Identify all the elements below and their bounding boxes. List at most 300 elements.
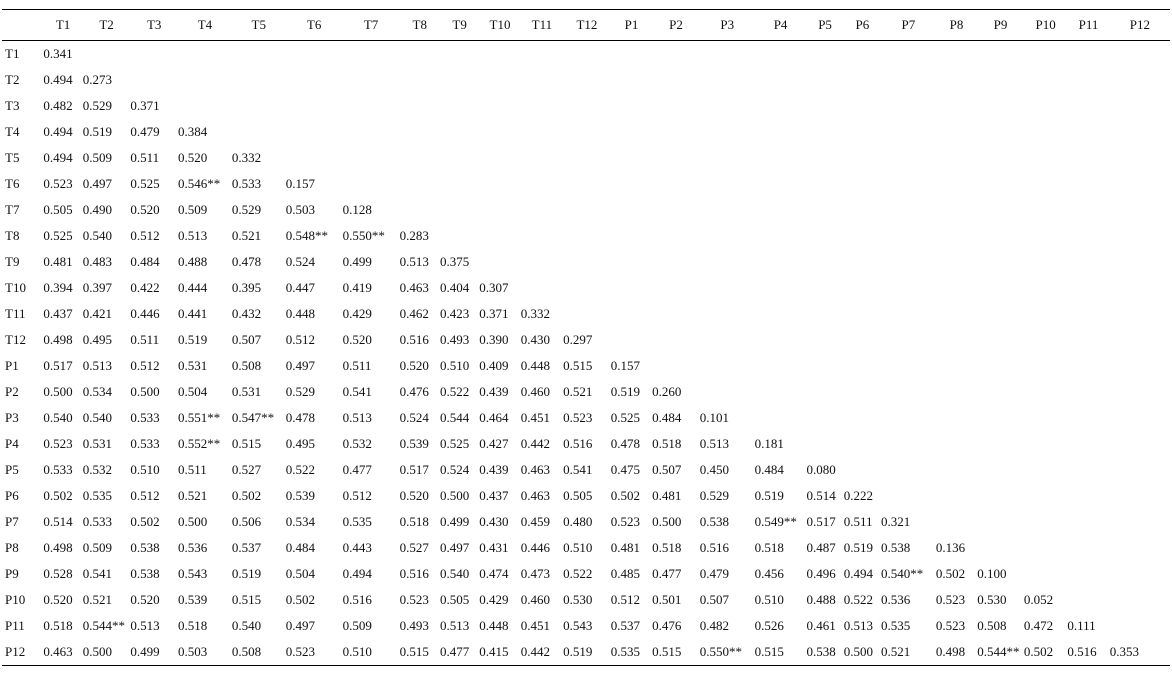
- row-label: P9: [5, 566, 19, 581]
- matrix-cell: 0.472: [1023, 618, 1054, 633]
- matrix-cell: 0.552**: [178, 436, 221, 451]
- matrix-cell: 0.409: [479, 358, 509, 373]
- matrix-cell: 0.533: [231, 176, 262, 191]
- matrix-cell: [1110, 483, 1170, 509]
- matrix-cell: 0.520: [178, 150, 208, 165]
- matrix-cell: [400, 93, 440, 119]
- matrix-cell: [936, 483, 977, 509]
- matrix-cell: [1067, 509, 1109, 535]
- matrix-cell: 0.519: [82, 124, 112, 139]
- matrix-cell: [700, 327, 755, 353]
- matrix-cell: 0.498: [935, 644, 966, 659]
- matrix-cell: 0.531: [82, 436, 112, 451]
- matrix-cell: [611, 197, 652, 223]
- matrix-cell: 0.283: [399, 228, 429, 243]
- matrix-cell: 0.515: [652, 644, 682, 659]
- matrix-cell: 0.101: [699, 410, 730, 425]
- matrix-cell: [479, 93, 520, 119]
- matrix-cell: 0.500: [652, 514, 682, 529]
- matrix-cell: [977, 483, 1024, 509]
- matrix-cell: 0.504: [285, 566, 315, 581]
- matrix-cell: 0.539: [399, 436, 429, 451]
- matrix-cell: 0.488: [178, 254, 208, 269]
- matrix-cell: 0.509: [342, 618, 372, 633]
- matrix-cell: 0.493: [399, 618, 429, 633]
- matrix-cell: 0.450: [699, 462, 730, 477]
- matrix-cell: 0.522: [285, 462, 315, 477]
- matrix-cell: 0.540: [43, 410, 73, 425]
- matrix-cell: 0.442: [520, 644, 550, 659]
- matrix-cell: [563, 223, 611, 249]
- matrix-cell: [652, 275, 700, 301]
- matrix-cell: 0.510: [342, 644, 372, 659]
- matrix-cell: 0.500: [130, 384, 160, 399]
- matrix-cell: [286, 67, 343, 93]
- matrix-cell: [977, 41, 1024, 68]
- matrix-cell: 0.520: [342, 332, 372, 347]
- matrix-cell: 0.484: [652, 410, 682, 425]
- matrix-cell: 0.439: [479, 462, 509, 477]
- matrix-cell: 0.511: [178, 462, 207, 477]
- matrix-cell: 0.479: [130, 124, 160, 139]
- matrix-cell: 0.517: [399, 462, 429, 477]
- matrix-cell: [479, 67, 520, 93]
- matrix-cell: [1067, 275, 1109, 301]
- matrix-cell: 0.499: [439, 514, 470, 529]
- matrix-cell: [1024, 145, 1067, 171]
- matrix-cell: [806, 119, 843, 145]
- matrix-cell: 0.502: [43, 488, 73, 503]
- matrix-cell: 0.515: [754, 644, 784, 659]
- matrix-cell: [936, 223, 977, 249]
- matrix-cell: 0.136: [935, 540, 966, 555]
- matrix-cell: [1024, 67, 1067, 93]
- matrix-cell: [440, 197, 479, 223]
- matrix-cell: 0.541: [82, 566, 112, 581]
- table-header: [2, 10, 1170, 41]
- matrix-cell: [806, 197, 843, 223]
- matrix-cell: [700, 145, 755, 171]
- matrix-cell: [521, 67, 563, 93]
- matrix-cell: 0.535: [610, 644, 641, 659]
- matrix-cell: 0.518: [43, 618, 73, 633]
- matrix-cell: 0.531: [231, 384, 262, 399]
- matrix-cell: [440, 145, 479, 171]
- matrix-cell: [611, 41, 652, 68]
- matrix-cell: [881, 41, 936, 68]
- matrix-cell: [755, 301, 807, 327]
- matrix-cell: 0.514: [806, 488, 836, 503]
- matrix-cell: 0.477: [652, 566, 682, 581]
- matrix-cell: 0.460: [520, 384, 550, 399]
- matrix-cell: [881, 379, 936, 405]
- matrix-cell: [286, 41, 343, 68]
- table-row: [2, 613, 1170, 639]
- matrix-cell: 0.521: [880, 644, 911, 659]
- matrix-cell: 0.532: [82, 462, 112, 477]
- matrix-cell: 0.549**: [754, 514, 797, 529]
- matrix-cell: [232, 119, 286, 145]
- matrix-cell: 0.533: [130, 436, 160, 451]
- matrix-cell: [806, 275, 843, 301]
- matrix-cell: 0.430: [479, 514, 509, 529]
- matrix-cell: [936, 457, 977, 483]
- matrix-cell: [977, 197, 1024, 223]
- matrix-cell: [881, 93, 936, 119]
- matrix-cell: [806, 67, 843, 93]
- matrix-cell: [844, 223, 881, 249]
- table-row: [2, 93, 1170, 119]
- matrix-cell: [936, 327, 977, 353]
- table-row: [2, 301, 1170, 327]
- matrix-cell: [1110, 587, 1170, 613]
- matrix-cell: [1024, 171, 1067, 197]
- table-row: [2, 145, 1170, 171]
- matrix-cell: [936, 249, 977, 275]
- matrix-cell: 0.520: [399, 488, 429, 503]
- matrix-cell: [700, 223, 755, 249]
- matrix-cell: [1110, 223, 1170, 249]
- matrix-cell: 0.371: [479, 306, 509, 321]
- matrix-cell: 0.519: [843, 540, 873, 555]
- matrix-cell: [479, 41, 520, 68]
- matrix-cell: [806, 41, 843, 68]
- matrix-cell: 0.478: [610, 436, 641, 451]
- matrix-cell: 0.395: [231, 280, 262, 295]
- matrix-cell: [1067, 405, 1109, 431]
- matrix-cell: 0.515: [231, 592, 262, 607]
- matrix-cell: 0.516: [399, 332, 429, 347]
- matrix-cell: 0.509: [82, 150, 112, 165]
- matrix-cell: [844, 119, 881, 145]
- matrix-cell: [652, 145, 700, 171]
- matrix-cell: [755, 197, 807, 223]
- matrix-cell: 0.307: [479, 280, 509, 295]
- row-label: T1: [5, 46, 20, 61]
- matrix-cell: 0.513: [699, 436, 730, 451]
- row-label: T11: [5, 306, 26, 321]
- matrix-cell: [521, 145, 563, 171]
- matrix-cell: 0.540: [82, 228, 112, 243]
- matrix-cell: [1024, 483, 1067, 509]
- matrix-cell: 0.451: [520, 410, 550, 425]
- column-header: P9: [977, 10, 1024, 41]
- matrix-cell: 0.157: [610, 358, 641, 373]
- matrix-cell: 0.484: [285, 540, 315, 555]
- matrix-cell: 0.533: [82, 514, 112, 529]
- matrix-cell: [563, 41, 611, 68]
- matrix-cell: [1024, 561, 1067, 587]
- matrix-cell: [521, 93, 563, 119]
- matrix-cell: [700, 301, 755, 327]
- matrix-cell: [611, 275, 652, 301]
- matrix-cell: [400, 145, 440, 171]
- table-row: [2, 457, 1170, 483]
- matrix-cell: 0.524: [439, 462, 470, 477]
- matrix-cell: 0.518: [399, 514, 429, 529]
- matrix-cell: [1024, 353, 1067, 379]
- matrix-cell: [700, 93, 755, 119]
- matrix-cell: [936, 67, 977, 93]
- matrix-cell: [563, 197, 611, 223]
- matrix-cell: [844, 41, 881, 68]
- matrix-cell: 0.485: [610, 566, 641, 581]
- matrix-cell: [700, 119, 755, 145]
- matrix-cell: [755, 41, 807, 68]
- matrix-cell: [1067, 249, 1109, 275]
- matrix-cell: [977, 379, 1024, 405]
- matrix-cell: 0.448: [479, 618, 509, 633]
- matrix-cell: 0.341: [43, 46, 73, 61]
- row-label: T7: [5, 202, 20, 217]
- matrix-cell: 0.517: [43, 358, 73, 373]
- matrix-cell: [1067, 93, 1109, 119]
- matrix-cell: [652, 327, 700, 353]
- matrix-cell: 0.487: [806, 540, 836, 555]
- header-row: [2, 10, 1170, 41]
- matrix-cell: 0.525: [610, 410, 641, 425]
- matrix-cell: 0.544**: [977, 644, 1020, 659]
- matrix-cell: [652, 41, 700, 68]
- matrix-cell: [521, 275, 563, 301]
- matrix-cell: 0.501: [652, 592, 682, 607]
- matrix-cell: 0.547**: [231, 410, 275, 425]
- table-row: [2, 639, 1170, 666]
- matrix-cell: [977, 275, 1024, 301]
- matrix-cell: 0.480: [563, 514, 593, 529]
- matrix-cell: [1110, 353, 1170, 379]
- matrix-cell: 0.529: [82, 98, 112, 113]
- matrix-cell: [83, 41, 131, 68]
- row-label: T5: [5, 150, 20, 165]
- matrix-cell: [977, 301, 1024, 327]
- matrix-cell: [479, 197, 520, 223]
- matrix-cell: 0.477: [342, 462, 372, 477]
- matrix-cell: [755, 223, 807, 249]
- matrix-cell: [881, 405, 936, 431]
- matrix-cell: [343, 41, 400, 68]
- matrix-cell: 0.463: [520, 462, 550, 477]
- matrix-cell: 0.464: [479, 410, 509, 425]
- matrix-cell: [232, 41, 286, 68]
- matrix-cell: 0.502: [285, 592, 315, 607]
- table-row: [2, 483, 1170, 509]
- matrix-cell: [977, 535, 1024, 561]
- matrix-cell: 0.478: [285, 410, 315, 425]
- matrix-cell: [521, 197, 563, 223]
- matrix-cell: [881, 171, 936, 197]
- matrix-cell: [844, 197, 881, 223]
- matrix-cell: 0.498: [43, 332, 73, 347]
- matrix-cell: 0.539: [178, 592, 208, 607]
- matrix-cell: [1024, 327, 1067, 353]
- matrix-cell: [1067, 535, 1109, 561]
- table-row: [2, 327, 1170, 353]
- matrix-cell: [563, 249, 611, 275]
- matrix-cell: 0.437: [479, 488, 509, 503]
- matrix-cell: 0.528: [43, 566, 73, 581]
- matrix-cell: 0.538: [699, 514, 730, 529]
- matrix-cell: 0.518: [652, 540, 682, 555]
- matrix-cell: 0.494: [43, 72, 73, 87]
- matrix-cell: [1067, 67, 1109, 93]
- matrix-cell: [479, 119, 520, 145]
- matrix-cell: 0.483: [82, 254, 112, 269]
- matrix-cell: [881, 483, 936, 509]
- matrix-cell: 0.353: [1109, 644, 1140, 659]
- matrix-cell: 0.550**: [342, 228, 385, 243]
- matrix-cell: 0.500: [439, 488, 470, 503]
- matrix-cell: 0.476: [652, 618, 682, 633]
- matrix-cell: 0.479: [699, 566, 730, 581]
- matrix-cell: 0.529: [231, 202, 262, 217]
- column-header: T1: [43, 10, 82, 41]
- matrix-cell: 0.415: [479, 644, 509, 659]
- matrix-cell: [652, 249, 700, 275]
- matrix-cell: [286, 119, 343, 145]
- matrix-cell: [881, 119, 936, 145]
- matrix-cell: 0.531: [178, 358, 208, 373]
- matrix-cell: [521, 119, 563, 145]
- matrix-cell: [936, 431, 977, 457]
- matrix-cell: 0.529: [285, 384, 315, 399]
- matrix-cell: 0.512: [130, 358, 160, 373]
- matrix-cell: 0.516: [699, 540, 730, 555]
- matrix-cell: [652, 93, 700, 119]
- matrix-cell: 0.512: [130, 488, 160, 503]
- matrix-cell: 0.535: [880, 618, 911, 633]
- matrix-cell: [806, 379, 843, 405]
- matrix-cell: 0.512: [130, 228, 160, 243]
- matrix-cell: [755, 119, 807, 145]
- matrix-cell: 0.541: [563, 462, 593, 477]
- matrix-cell: 0.524: [399, 410, 429, 425]
- matrix-cell: 0.518: [754, 540, 784, 555]
- matrix-cell: 0.505: [439, 592, 470, 607]
- matrix-cell: [479, 249, 520, 275]
- column-header: T2: [83, 10, 131, 41]
- column-header: P3: [700, 10, 755, 41]
- matrix-cell: [563, 145, 611, 171]
- matrix-cell: 0.518: [652, 436, 682, 451]
- matrix-cell: 0.510: [754, 592, 784, 607]
- matrix-cell: [844, 405, 881, 431]
- matrix-cell: [1110, 431, 1170, 457]
- matrix-cell: 0.444: [178, 280, 208, 295]
- matrix-cell: 0.515: [399, 644, 429, 659]
- matrix-cell: 0.504: [178, 384, 208, 399]
- matrix-cell: [755, 379, 807, 405]
- matrix-cell: [806, 327, 843, 353]
- matrix-cell: [977, 431, 1024, 457]
- matrix-cell: 0.523: [935, 592, 966, 607]
- matrix-cell: [400, 197, 440, 223]
- matrix-cell: [806, 301, 843, 327]
- matrix-cell: 0.448: [285, 306, 315, 321]
- matrix-cell: [700, 275, 755, 301]
- matrix-cell: [881, 327, 936, 353]
- matrix-cell: 0.519: [231, 566, 262, 581]
- matrix-cell: 0.512: [610, 592, 641, 607]
- matrix-cell: 0.521: [82, 592, 112, 607]
- matrix-cell: 0.538: [880, 540, 911, 555]
- matrix-cell: 0.505: [563, 488, 593, 503]
- matrix-cell: [178, 93, 232, 119]
- matrix-cell: 0.527: [231, 462, 262, 477]
- row-label: P7: [5, 514, 19, 529]
- matrix-cell: 0.506: [231, 514, 262, 529]
- matrix-cell: 0.493: [439, 332, 470, 347]
- matrix-cell: 0.463: [399, 280, 429, 295]
- matrix-cell: 0.529: [699, 488, 730, 503]
- row-label: P5: [5, 462, 19, 477]
- column-header: P12: [1110, 10, 1170, 41]
- matrix-cell: 0.511: [130, 150, 160, 165]
- matrix-cell: 0.522: [563, 566, 593, 581]
- matrix-cell: [806, 171, 843, 197]
- table-row: [2, 379, 1170, 405]
- matrix-cell: 0.404: [439, 280, 470, 295]
- matrix-cell: [652, 67, 700, 93]
- matrix-cell: 0.525: [439, 436, 470, 451]
- matrix-cell: [844, 301, 881, 327]
- matrix-cell: [1110, 327, 1170, 353]
- matrix-cell: [806, 431, 843, 457]
- matrix-cell: 0.500: [178, 514, 208, 529]
- matrix-cell: [936, 405, 977, 431]
- matrix-cell: 0.509: [178, 202, 208, 217]
- matrix-cell: 0.513: [843, 618, 873, 633]
- row-label: T2: [5, 72, 20, 87]
- matrix-cell: 0.511: [130, 332, 160, 347]
- matrix-cell: [881, 67, 936, 93]
- matrix-cell: [844, 145, 881, 171]
- matrix-cell: [700, 41, 755, 68]
- matrix-cell: 0.520: [130, 202, 160, 217]
- matrix-cell: 0.523: [563, 410, 593, 425]
- matrix-cell: 0.541: [342, 384, 372, 399]
- matrix-cell: 0.423: [439, 306, 470, 321]
- matrix-cell: [232, 67, 286, 93]
- matrix-cell: 0.514: [43, 514, 73, 529]
- matrix-cell: 0.535: [82, 488, 112, 503]
- matrix-cell: 0.507: [231, 332, 262, 347]
- matrix-cell: 0.519: [563, 644, 593, 659]
- matrix-cell: 0.052: [1023, 592, 1054, 607]
- matrix-cell: 0.375: [439, 254, 470, 269]
- matrix-cell: [1110, 67, 1170, 93]
- matrix-cell: [755, 405, 807, 431]
- matrix-cell: [1067, 145, 1109, 171]
- matrix-cell: 0.484: [754, 462, 784, 477]
- matrix-cell: 0.525: [130, 176, 160, 191]
- matrix-cell: 0.519: [754, 488, 784, 503]
- table-row: [2, 587, 1170, 613]
- matrix-cell: 0.446: [520, 540, 550, 555]
- matrix-cell: 0.494: [342, 566, 372, 581]
- column-header: P8: [936, 10, 977, 41]
- matrix-cell: [977, 67, 1024, 93]
- matrix-cell: [479, 145, 520, 171]
- matrix-cell: [440, 67, 479, 93]
- matrix-cell: [844, 353, 881, 379]
- matrix-cell: 0.462: [399, 306, 429, 321]
- matrix-cell: 0.500: [43, 384, 73, 399]
- matrix-cell: 0.461: [806, 618, 836, 633]
- matrix-cell: [178, 41, 232, 68]
- matrix-cell: 0.111: [1067, 618, 1096, 633]
- matrix-cell: 0.519: [610, 384, 641, 399]
